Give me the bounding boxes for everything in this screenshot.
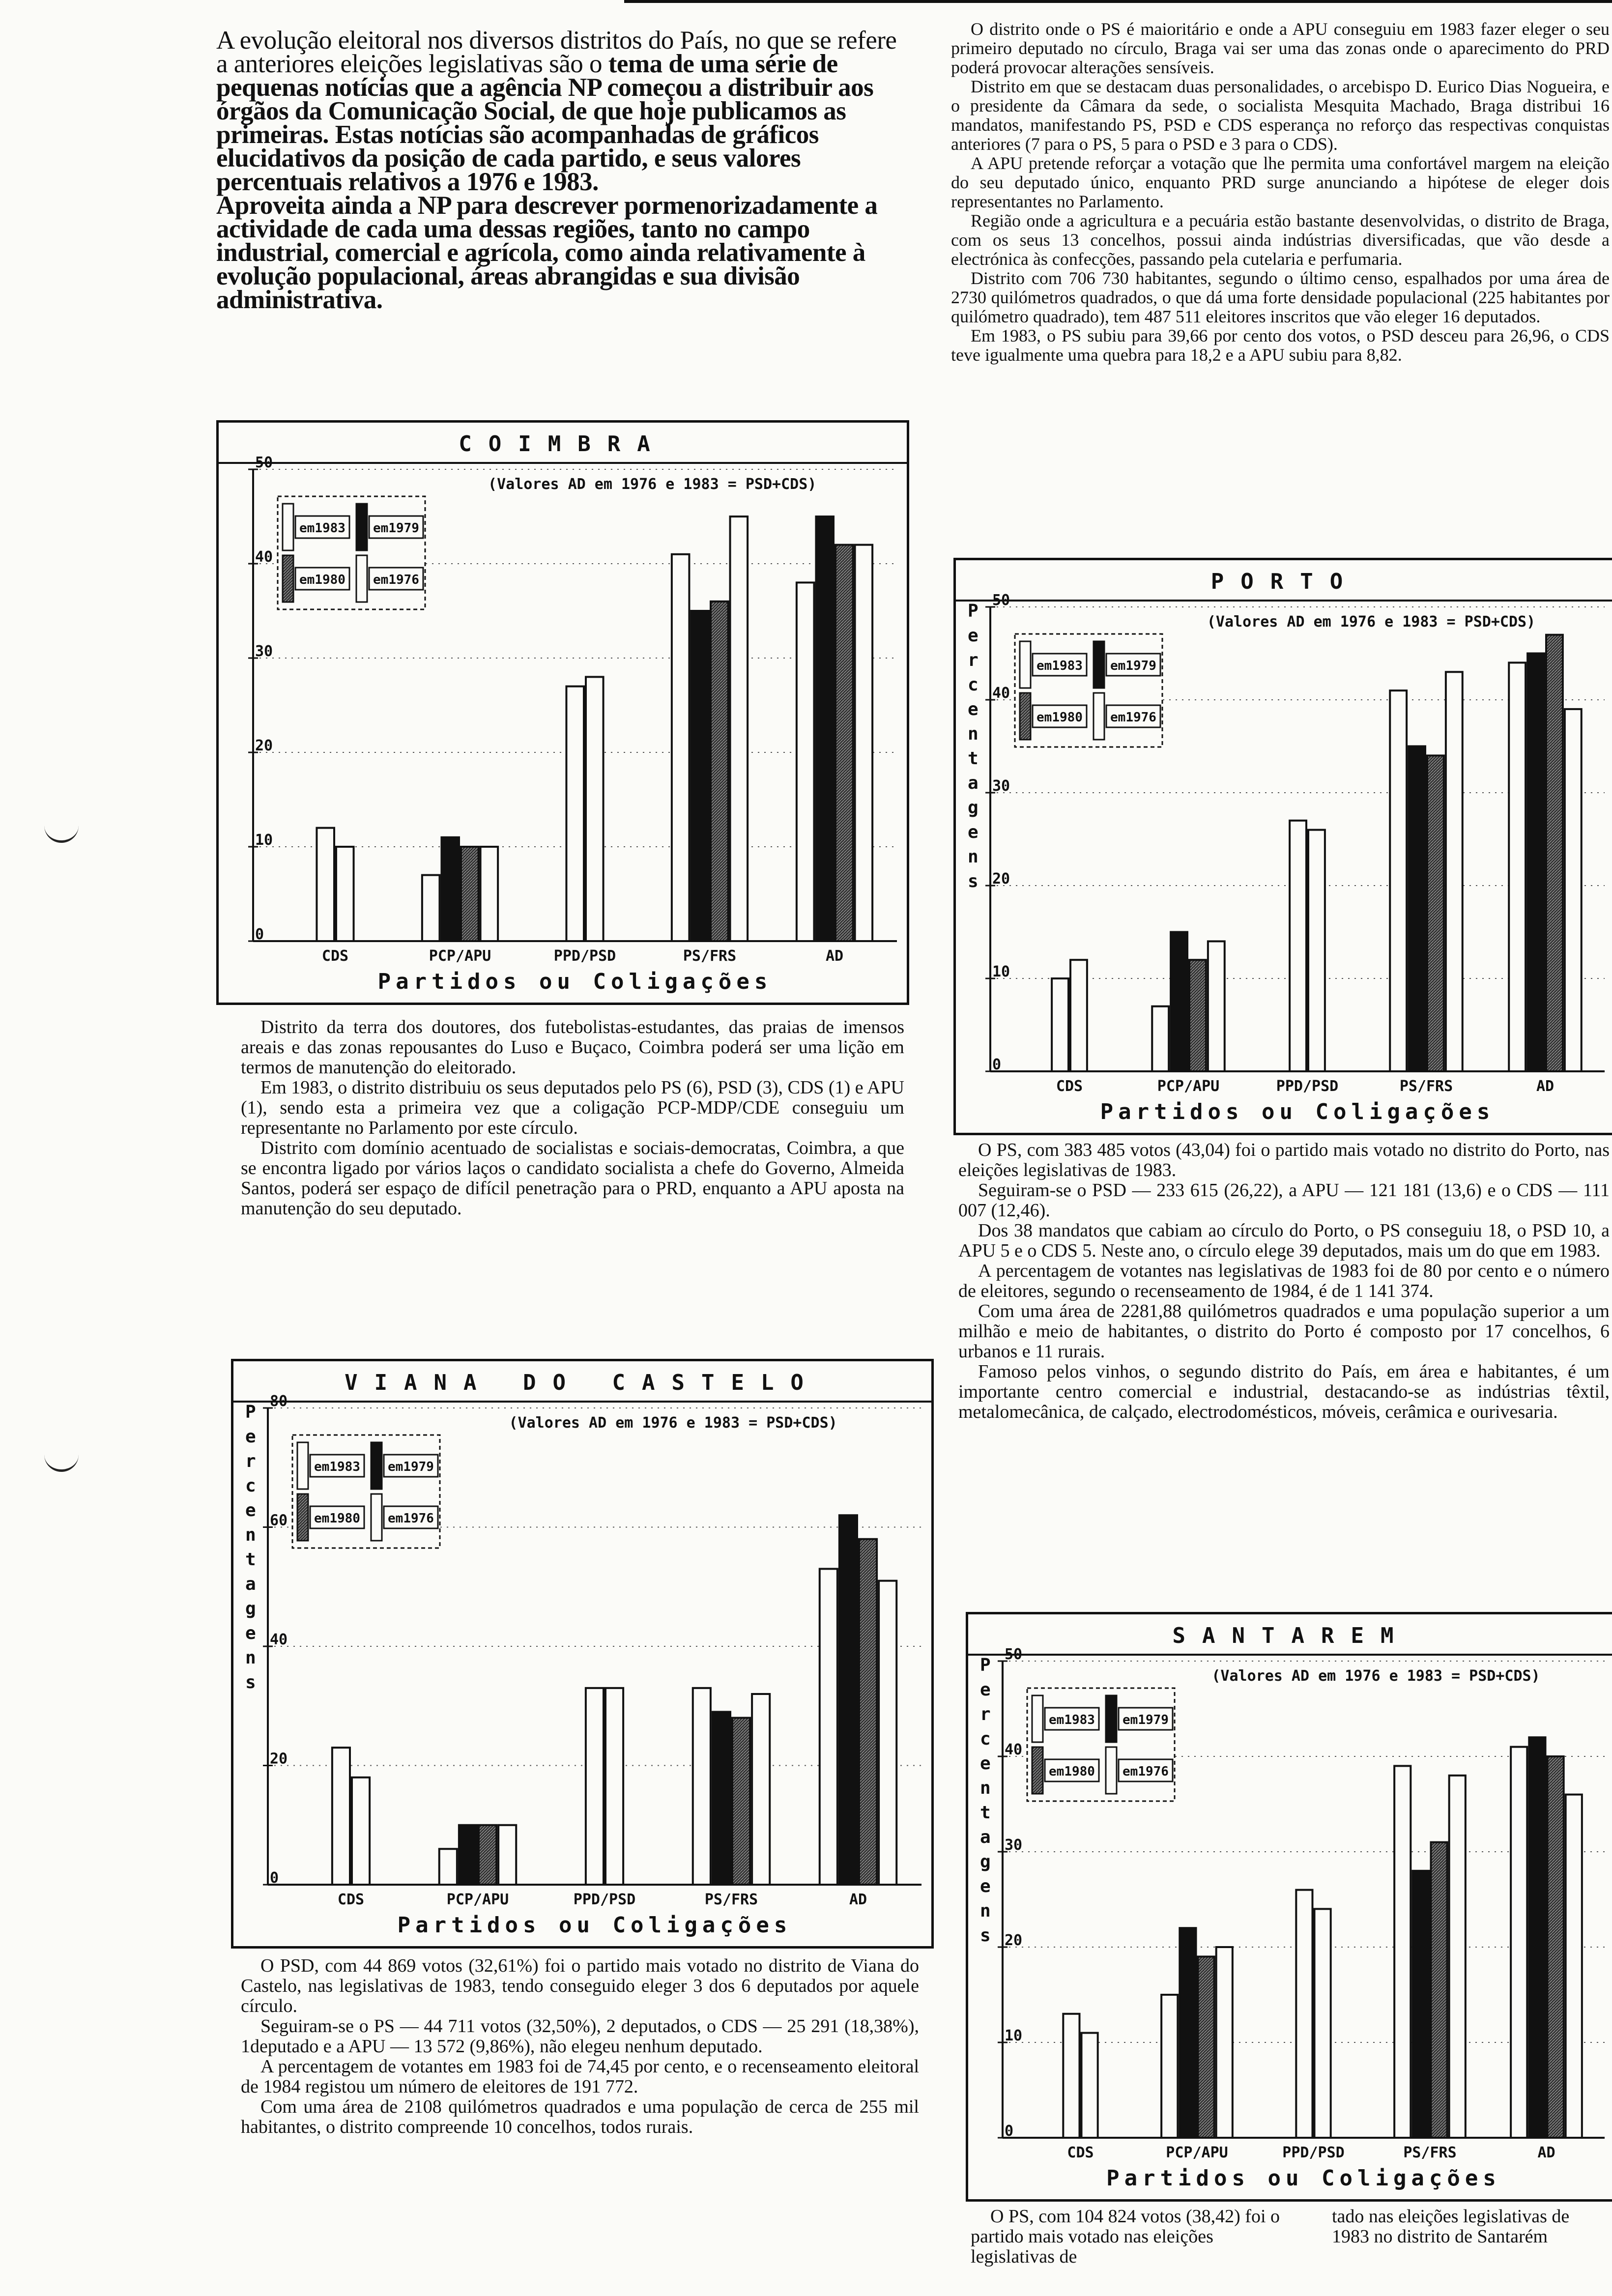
bar-em1983-pcpapu [498, 1825, 516, 1885]
x-axis-label: Partidos ou Coligações [1100, 1099, 1495, 1124]
category-label: PPD/PSD [1276, 1078, 1339, 1095]
y-tick-label: 30 [255, 643, 273, 660]
coimbra-p1: Distrito da terra dos doutores, dos futebolistas-estudantes, das praias de imensos areais e das zonas repousantes do Luso e Buçaco, Coimbra poderá ser uma lição em termos de manutenção do eleitorado. [241, 1017, 904, 1078]
legend-swatch [356, 555, 367, 602]
chart-title: VIANA DO CASTELO [345, 1370, 820, 1395]
bar-em1976-ppdpsd [586, 1688, 604, 1885]
category-label: CDS [337, 1891, 365, 1908]
legend-label: em1983 [314, 1460, 360, 1474]
category-label: CDS [321, 947, 349, 965]
y-tick-label: 0 [270, 1869, 279, 1887]
category-label: AD [1536, 1078, 1554, 1095]
bar-em1980-ad [859, 1539, 877, 1885]
porto-p5: Com uma área de 2281,88 quilómetros quadrados e uma população superior a um milhão e meio de habitantes, o distrito do Porto é composto por 17 concelhos, 6 urbanos e 11 rurais. [958, 1301, 1610, 1362]
intro-paragraph [216, 26, 899, 314]
legend-label: em1976 [1123, 1764, 1169, 1779]
chart-svg [219, 423, 907, 1003]
bar-em1979-psfrs [1412, 1871, 1429, 2138]
y-tick-label: 0 [1005, 2123, 1014, 2140]
bar-em1976-pcpapu [422, 875, 440, 941]
y-tick-label: 40 [270, 1631, 288, 1648]
intro-bold-2: Aproveita ainda a NP para descrever pormenorizadamente a actividade de cada uma dessas regiões, tanto no campo industrial, comercial e agrícola, como ainda relativamente à evolução populacional, áreas abrangidas e sua divisão administrativa. [216, 191, 878, 314]
category-label: PPD/PSD [1282, 2144, 1345, 2161]
bar-em1976-ppdpsd [566, 687, 584, 941]
category-label: PCP/APU [446, 1891, 509, 1908]
santarem-article-left [971, 2207, 1285, 2267]
bar-em1983-ppdpsd [605, 1688, 623, 1885]
bar-em1983-ad [855, 545, 873, 941]
bar-em1980-ad [1546, 635, 1563, 1071]
santarem-p-left: O PS, com 104 824 votos (38,42) foi o partido mais votado nas eleições legislativas de [971, 2206, 1280, 2267]
bar-em1983-psfrs [752, 1694, 770, 1885]
y-tick-label: 50 [992, 592, 1010, 609]
legend-swatch [1020, 641, 1031, 688]
y-tick-label: 20 [270, 1750, 288, 1768]
chart-subtitle: (Valores AD em 1976 e 1983 = PSD+CDS) [1207, 613, 1536, 631]
legend-label: em1983 [299, 521, 345, 536]
margin-mark [44, 826, 79, 843]
bar-em1979-psfrs [691, 611, 709, 941]
bar-em1983-ad [879, 1581, 896, 1885]
category-label: PS/FRS [1403, 2144, 1457, 2161]
bar-em1980-ad [1548, 1756, 1564, 2138]
legend-swatch [1106, 1747, 1117, 1794]
bar-em1980-pcpapu [1198, 1956, 1214, 2138]
legend-swatch [1094, 641, 1104, 688]
legend-swatch [371, 1494, 382, 1541]
legend-label: em1980 [1049, 1764, 1095, 1779]
bar-em1980-psfrs [1427, 755, 1444, 1071]
y-tick-label: 0 [992, 1056, 1002, 1073]
coimbra-article [241, 1017, 904, 1219]
legend-swatch [1106, 1695, 1117, 1742]
bar-em1983-cds [352, 1778, 370, 1885]
braga-p4: Região onde a agricultura e a pecuária estão bastante desenvolvidas, o distrito de Braga, com os seus 13 concelhos, possui ainda indústrias diversificadas, que vão desde a electrónica às confecções, passando pela cutelaria e perfumaria. [951, 211, 1610, 269]
santarem-p-right: tado nas eleições legislativas de 1983 no distrito de Santarém [1332, 2206, 1570, 2247]
bar-em1983-ppdpsd [1315, 1909, 1331, 2138]
category-label: AD [849, 1891, 867, 1908]
bar-em1976-psfrs [693, 1688, 711, 1885]
margin-mark [44, 1455, 79, 1472]
bar-em1976-psfrs [1390, 690, 1407, 1071]
category-label: PCP/APU [1157, 1078, 1220, 1095]
viana-article [241, 1956, 919, 2137]
y-tick-label: 10 [255, 832, 273, 849]
bar-em1976-pcpapu [1161, 1995, 1178, 2138]
bar-em1983-psfrs [1449, 1776, 1466, 2138]
chart-title: COIMBRA [459, 431, 667, 457]
bar-em1980-psfrs [732, 1718, 750, 1885]
legend-label: em1980 [299, 573, 345, 587]
legend-label: em1980 [1036, 710, 1083, 725]
category-label: PS/FRS [704, 1891, 758, 1908]
legend-label: em1983 [1049, 1713, 1095, 1727]
category-label: PCP/APU [1166, 2144, 1228, 2161]
legend-swatch [1032, 1695, 1043, 1742]
bar-em1983-ad [1565, 709, 1582, 1071]
x-axis-label: Partidos ou Coligações [397, 1913, 792, 1938]
y-tick-label: 20 [992, 870, 1010, 888]
chart-svg [956, 560, 1612, 1133]
legend-swatch [283, 504, 293, 550]
porto-article [958, 1140, 1610, 1422]
legend-label: em1976 [388, 1511, 434, 1526]
bar-em1980-pcpapu [1189, 960, 1206, 1071]
category-label: PS/FRS [683, 947, 737, 965]
bar-em1976-ad [1511, 1747, 1527, 2138]
viana-p4: Com uma área de 2108 quilómetros quadrados e uma população de cerca de 255 mil habitantes, o distrito compreende 10 concelhos, todos rurais. [241, 2096, 919, 2137]
legend-swatch [356, 504, 367, 550]
legend-label: em1976 [373, 573, 419, 587]
y-tick-label: 30 [1005, 1837, 1023, 1854]
coimbra-p2: Em 1983, o distrito distribuiu os seus deputados pelo PS (6), PSD (3), CDS (1) e APU (1), sendo esta a primeira vez que a coligação PCP-MDP/CDE conseguiu um representante no Parlamento por este círculo. [241, 1077, 904, 1138]
bar-em1976-ad [1509, 662, 1526, 1071]
chart-porto [953, 558, 1612, 1135]
category-label: AD [825, 947, 844, 965]
bar-em1976-ppdpsd [1296, 1890, 1312, 2138]
legend-label: em1976 [1110, 710, 1156, 725]
legend-label: em1979 [388, 1460, 434, 1474]
intro-lead: A evolução eleitoral nos diversos distritos do País, no que se refere a anteriores eleições legislativas são o [216, 26, 897, 78]
coimbra-p3: Distrito com domínio acentuado de socialistas e sociais-democratas, Coimbra, a que se encontra ligado por vários laços o candidato socialista a chefe do Governo, Almeida Santos, poderá ser espaço de difícil penetração para o PRD, enquanto a APU aposta na manutenção do seu deputado. [241, 1138, 904, 1219]
category-label: PPD/PSD [553, 947, 616, 965]
bar-em1976-cds [317, 828, 334, 941]
y-tick-label: 50 [1005, 1646, 1023, 1663]
legend-swatch [1094, 693, 1104, 740]
chart-title: PORTO [1210, 569, 1360, 594]
y-axis-label: P e r c e n t a g e n s [245, 1402, 256, 1693]
category-label: PCP/APU [429, 947, 491, 965]
viana-p2: Seguiram-se o PS — 44 711 votos (32,50%), 2 deputados, o CDS — 25 291 (18,38%), 1deputado e a APU — 13 572 (9,86%), não elegeu nenhum deputado. [241, 2016, 919, 2057]
bar-em1979-pcpapu [459, 1825, 477, 1885]
y-tick-label: 80 [270, 1393, 288, 1410]
category-label: AD [1537, 2144, 1555, 2161]
chart-subtitle: (Valores AD em 1976 e 1983 = PSD+CDS) [1211, 1667, 1540, 1685]
bar-em1979-ad [1527, 654, 1544, 1072]
braga-p6: Em 1983, o PS subiu para 39,66 por cento dos votos, o PSD desceu para 26,96, o CDS teve igualmente uma quebra para 18,2 e a APU subiu para 8,82. [951, 326, 1610, 365]
x-axis-label: Partidos ou Coligações [377, 969, 773, 994]
bar-em1980-psfrs [711, 602, 728, 941]
chart-subtitle: (Valores AD em 1976 e 1983 = PSD+CDS) [509, 1414, 837, 1432]
bar-em1980-pcpapu [479, 1825, 496, 1885]
category-label: PS/FRS [1399, 1078, 1453, 1095]
porto-p6: Famoso pelos vinhos, o segundo distrito do País, em área e habitantes, é um importante centro comercial e industrial, destacando-se as indústrias têxtil, metalomecânica, de calçado, electrodomésticos, móveis, cerâmica e ourivesaria. [958, 1361, 1610, 1422]
braga-p1: O distrito onde o PS é maioritário e onde a APU conseguiu em 1983 fazer eleger o seu primeiro deputado no círculo, Braga vai ser uma das zonas onde o aparecimento do PRD poderá provocar alterações sensíveis. [951, 19, 1610, 77]
y-tick-label: 40 [255, 548, 273, 566]
braga-article [951, 20, 1610, 365]
bar-em1976-ad [820, 1569, 837, 1885]
bar-em1979-psfrs [1409, 746, 1425, 1072]
bar-em1976-cds [332, 1748, 350, 1885]
y-tick-label: 10 [1005, 2027, 1023, 2044]
category-label: CDS [1056, 1078, 1083, 1095]
legend-box [1027, 1688, 1175, 1801]
bar-em1983-cds [1082, 2033, 1098, 2138]
x-axis-label: Partidos ou Coligações [1106, 2166, 1501, 2191]
legend-label: em1980 [314, 1511, 360, 1526]
braga-p5: Distrito com 706 730 habitantes, segundo o último censo, espalhados por uma área de 2730 quilómetros quadrados, o que dá uma forte densidade populacional (225 habitantes por quilómetro quadrado), tem 487 511 eleitores inscritos que vão eleger 16 deputados. [951, 268, 1610, 326]
legend-swatch [1020, 693, 1031, 740]
y-tick-label: 30 [992, 777, 1010, 795]
santarem-article-right [1332, 2207, 1610, 2247]
viana-p1: O PSD, com 44 869 votos (32,61%) foi o partido mais votado no distrito de Viana do Castelo, nas legislativas de 1983, tendo conseguido eleger 3 dos 6 deputados por aquele círculo. [241, 1955, 919, 2016]
chart-svg [968, 1614, 1612, 2199]
intro-bold-1: tema de uma série de pequenas notícias que a agência NP começou a distribuir aos órgãos da Comunicação Social, de que hoje publicamos as primeiras. Estas notícias são acompanhadas de gráficos elucidativos da posição de cada partido, e seus valores percentuais relativos a 1976 e 1983. [216, 50, 874, 196]
legend-box [278, 496, 425, 609]
chart-subtitle: (Valores AD em 1976 e 1983 = PSD+CDS) [488, 476, 817, 493]
legend-swatch [1032, 1747, 1043, 1794]
bar-em1979-pcpapu [1171, 932, 1187, 1072]
bar-em1979-pcpapu [441, 837, 459, 941]
top-rule [624, 0, 1612, 3]
legend-label: em1979 [1110, 659, 1156, 673]
bar-em1979-psfrs [713, 1712, 730, 1885]
bar-em1983-cds [1070, 960, 1087, 1071]
bar-em1976-cds [1052, 978, 1068, 1071]
bar-em1983-pcpapu [1216, 1947, 1233, 2138]
legend-swatch [371, 1442, 382, 1489]
bar-em1976-psfrs [1394, 1766, 1410, 2138]
bar-em1979-ad [839, 1515, 857, 1885]
bar-em1983-pcpapu [1208, 941, 1225, 1071]
category-label: CDS [1067, 2144, 1094, 2161]
chart-title: SANTAREM [1172, 1623, 1410, 1648]
y-tick-label: 20 [255, 737, 273, 754]
chart-coimbra [216, 420, 909, 1005]
bar-em1983-ppdpsd [1308, 830, 1325, 1071]
legend-box [292, 1435, 440, 1548]
category-label: PPD/PSD [573, 1891, 636, 1908]
y-tick-label: 0 [255, 926, 264, 943]
y-tick-label: 10 [992, 963, 1010, 980]
bar-em1980-pcpapu [461, 847, 479, 941]
bar-em1976-ad [797, 582, 814, 941]
bar-em1976-pcpapu [439, 1849, 457, 1885]
legend-label: em1983 [1036, 659, 1083, 673]
porto-p3: Dos 38 mandatos que cabiam ao círculo do Porto, o PS conseguiu 18, o PSD 10, a APU 5 e o CDS 5. Neste ano, o círculo elege 39 deputados, mais um do que em 1983. [958, 1220, 1610, 1261]
chart-svg [233, 1361, 931, 1946]
viana-p3: A percentagem de votantes em 1983 foi de 74,45 por cento, e o recenseamento eleitoral de 1984 registou um número de eleitores de 191 772. [241, 2056, 919, 2097]
bar-em1976-pcpapu [1152, 1006, 1169, 1071]
bar-em1983-psfrs [730, 517, 748, 941]
bar-em1983-cds [336, 847, 354, 941]
legend-swatch [297, 1442, 308, 1489]
y-tick-label: 60 [270, 1512, 288, 1529]
y-tick-label: 20 [1005, 1932, 1023, 1949]
legend-label: em1979 [1123, 1713, 1169, 1727]
y-tick-label: 40 [992, 685, 1010, 702]
bar-em1976-cds [1063, 2014, 1079, 2138]
y-axis-label: P e r c e n t a g e n s [980, 1655, 991, 1946]
legend-box [1015, 634, 1162, 747]
bar-em1983-ad [1566, 1795, 1582, 2138]
y-tick-label: 40 [1005, 1741, 1023, 1758]
bar-em1976-psfrs [672, 554, 690, 941]
bar-em1983-pcpapu [481, 847, 498, 941]
chart-santarem [966, 1612, 1612, 2202]
bar-em1983-psfrs [1446, 672, 1463, 1071]
porto-p4: A percentagem de votantes nas legislativas de 1983 foi de 80 por cento e o número de eleitores, segundo o recenseamento de 1984, é de 1 141 374. [958, 1261, 1610, 1301]
bar-em1983-ppdpsd [586, 677, 604, 941]
bar-em1979-ad [816, 517, 834, 941]
braga-p2: Distrito em que se destacam duas personalidades, o arcebispo D. Eurico Dias Nogueira, e o presidente da Câmara da sede, o socialista Mesquita Machado, Braga distribui 16 mandatos, manifestando PS, PSD e CDS esperança no reforço das respectivas conquistas anteriores (7 para o PS, 5 para o PSD e 3 para o CDS). [951, 77, 1610, 154]
bar-em1980-ad [835, 545, 853, 941]
bar-em1979-pcpapu [1180, 1928, 1196, 2138]
chart-viana-do-castelo [231, 1359, 934, 1949]
bar-em1980-psfrs [1431, 1842, 1447, 2138]
y-axis-label: P e r c e n t a g e n s [968, 601, 979, 891]
legend-label: em1979 [373, 521, 419, 536]
braga-p3: A APU pretende reforçar a votação que lhe permita uma confortável margem na eleição do seu deputado único, enquanto PRD surge anunciando a hipótese de eleger dois representantes no Parlamento. [951, 153, 1610, 211]
legend-swatch [283, 555, 293, 602]
bar-em1979-ad [1529, 1737, 1545, 2138]
porto-p1: O PS, com 383 485 votos (43,04) foi o partido mais votado no distrito do Porto, nas eleições legislativas de 1983. [958, 1140, 1610, 1180]
porto-p2: Seguiram-se o PSD — 233 615 (26,22), a APU — 121 181 (13,6) e o CDS — 111 007 (12,46). [958, 1180, 1610, 1221]
legend-swatch [297, 1494, 308, 1541]
bar-em1976-ppdpsd [1290, 821, 1306, 1071]
y-tick-label: 50 [255, 454, 273, 471]
